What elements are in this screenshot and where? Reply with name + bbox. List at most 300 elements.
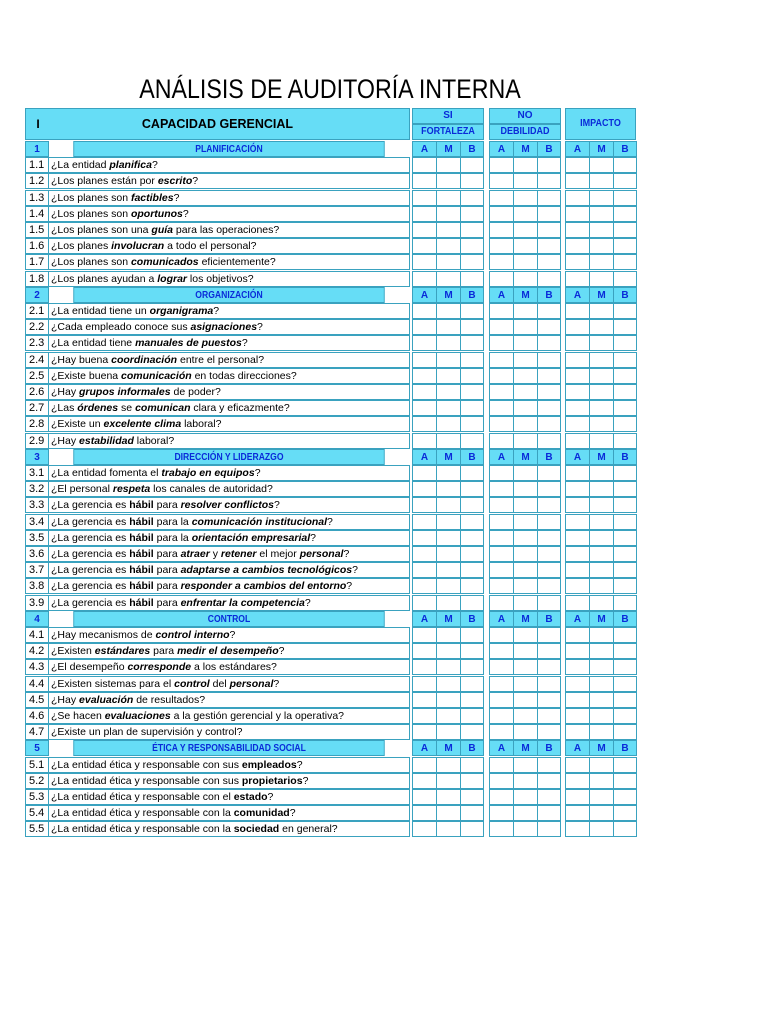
rating-cell-fortaleza-m[interactable] [436, 254, 461, 270]
rating-cell-debilidad-a[interactable] [489, 433, 514, 449]
rating-cell-fortaleza-a[interactable] [412, 724, 437, 740]
rating-cell-impacto-m[interactable] [589, 335, 614, 351]
rating-cell-debilidad-a[interactable] [489, 692, 514, 708]
rating-cell-fortaleza-m[interactable] [436, 708, 461, 724]
rating-cell-impacto-a[interactable] [565, 562, 590, 578]
rating-cell-debilidad-b[interactable] [537, 757, 561, 773]
rating-cell-impacto-m[interactable] [589, 271, 614, 287]
rating-cell-debilidad-b[interactable] [537, 433, 561, 449]
rating-cell-debilidad-b[interactable] [537, 481, 561, 497]
rating-cell-debilidad-b[interactable] [537, 157, 561, 173]
rating-cell-impacto-b[interactable] [613, 724, 637, 740]
rating-cell-impacto-a[interactable] [565, 254, 590, 270]
rating-cell-fortaleza-b[interactable] [460, 676, 484, 692]
rating-cell-debilidad-a[interactable] [489, 773, 514, 789]
rating-cell-fortaleza-b[interactable] [460, 190, 484, 206]
rating-cell-impacto-m[interactable] [589, 643, 614, 659]
rating-cell-fortaleza-a[interactable] [412, 643, 437, 659]
rating-cell-debilidad-a[interactable] [489, 676, 514, 692]
rating-cell-impacto-a[interactable] [565, 238, 590, 254]
rating-cell-impacto-m[interactable] [589, 530, 614, 546]
rating-cell-debilidad-m[interactable] [513, 773, 538, 789]
rating-cell-impacto-b[interactable] [613, 416, 637, 432]
rating-cell-impacto-m[interactable] [589, 319, 614, 335]
rating-cell-debilidad-a[interactable] [489, 497, 514, 513]
rating-cell-fortaleza-b[interactable] [460, 433, 484, 449]
rating-cell-fortaleza-m[interactable] [436, 514, 461, 530]
rating-cell-impacto-a[interactable] [565, 627, 590, 643]
rating-cell-debilidad-b[interactable] [537, 303, 561, 319]
rating-cell-fortaleza-b[interactable] [460, 627, 484, 643]
rating-cell-fortaleza-b[interactable] [460, 659, 484, 675]
rating-cell-impacto-b[interactable] [613, 514, 637, 530]
rating-cell-fortaleza-b[interactable] [460, 303, 484, 319]
rating-cell-debilidad-b[interactable] [537, 238, 561, 254]
rating-cell-debilidad-m[interactable] [513, 676, 538, 692]
rating-cell-fortaleza-m[interactable] [436, 659, 461, 675]
rating-cell-debilidad-b[interactable] [537, 465, 561, 481]
rating-cell-debilidad-a[interactable] [489, 595, 514, 611]
rating-cell-impacto-a[interactable] [565, 481, 590, 497]
rating-cell-impacto-b[interactable] [613, 319, 637, 335]
rating-cell-debilidad-m[interactable] [513, 821, 538, 837]
rating-cell-debilidad-a[interactable] [489, 724, 514, 740]
rating-cell-fortaleza-b[interactable] [460, 757, 484, 773]
rating-cell-fortaleza-m[interactable] [436, 578, 461, 594]
rating-cell-fortaleza-a[interactable] [412, 303, 437, 319]
rating-cell-impacto-b[interactable] [613, 335, 637, 351]
rating-cell-debilidad-m[interactable] [513, 303, 538, 319]
rating-cell-impacto-m[interactable] [589, 238, 614, 254]
rating-cell-fortaleza-m[interactable] [436, 481, 461, 497]
rating-cell-debilidad-b[interactable] [537, 821, 561, 837]
rating-cell-fortaleza-m[interactable] [436, 384, 461, 400]
rating-cell-debilidad-a[interactable] [489, 319, 514, 335]
rating-cell-impacto-b[interactable] [613, 692, 637, 708]
rating-cell-impacto-a[interactable] [565, 724, 590, 740]
rating-cell-debilidad-a[interactable] [489, 254, 514, 270]
rating-cell-impacto-m[interactable] [589, 773, 614, 789]
rating-cell-debilidad-a[interactable] [489, 206, 514, 222]
rating-cell-fortaleza-m[interactable] [436, 773, 461, 789]
rating-cell-fortaleza-a[interactable] [412, 659, 437, 675]
rating-cell-debilidad-b[interactable] [537, 530, 561, 546]
rating-cell-debilidad-a[interactable] [489, 530, 514, 546]
rating-cell-fortaleza-b[interactable] [460, 805, 484, 821]
rating-cell-debilidad-a[interactable] [489, 384, 514, 400]
rating-cell-debilidad-a[interactable] [489, 514, 514, 530]
rating-cell-debilidad-m[interactable] [513, 546, 538, 562]
rating-cell-fortaleza-b[interactable] [460, 497, 484, 513]
rating-cell-fortaleza-m[interactable] [436, 157, 461, 173]
rating-cell-fortaleza-m[interactable] [436, 562, 461, 578]
rating-cell-debilidad-m[interactable] [513, 481, 538, 497]
rating-cell-fortaleza-a[interactable] [412, 514, 437, 530]
rating-cell-impacto-m[interactable] [589, 514, 614, 530]
rating-cell-fortaleza-a[interactable] [412, 238, 437, 254]
rating-cell-fortaleza-b[interactable] [460, 595, 484, 611]
rating-cell-debilidad-b[interactable] [537, 173, 561, 189]
rating-cell-impacto-m[interactable] [589, 708, 614, 724]
rating-cell-fortaleza-b[interactable] [460, 643, 484, 659]
rating-cell-fortaleza-b[interactable] [460, 789, 484, 805]
rating-cell-impacto-a[interactable] [565, 206, 590, 222]
rating-cell-fortaleza-m[interactable] [436, 789, 461, 805]
rating-cell-impacto-b[interactable] [613, 238, 637, 254]
rating-cell-fortaleza-m[interactable] [436, 627, 461, 643]
rating-cell-impacto-b[interactable] [613, 805, 637, 821]
rating-cell-impacto-b[interactable] [613, 352, 637, 368]
rating-cell-fortaleza-a[interactable] [412, 254, 437, 270]
rating-cell-impacto-a[interactable] [565, 319, 590, 335]
rating-cell-fortaleza-a[interactable] [412, 789, 437, 805]
rating-cell-fortaleza-a[interactable] [412, 546, 437, 562]
rating-cell-fortaleza-b[interactable] [460, 708, 484, 724]
rating-cell-impacto-m[interactable] [589, 206, 614, 222]
rating-cell-debilidad-b[interactable] [537, 724, 561, 740]
rating-cell-impacto-m[interactable] [589, 400, 614, 416]
rating-cell-fortaleza-m[interactable] [436, 173, 461, 189]
rating-cell-impacto-a[interactable] [565, 805, 590, 821]
rating-cell-fortaleza-b[interactable] [460, 352, 484, 368]
rating-cell-fortaleza-b[interactable] [460, 692, 484, 708]
rating-cell-debilidad-b[interactable] [537, 643, 561, 659]
rating-cell-debilidad-m[interactable] [513, 433, 538, 449]
rating-cell-fortaleza-a[interactable] [412, 530, 437, 546]
rating-cell-debilidad-a[interactable] [489, 708, 514, 724]
rating-cell-impacto-a[interactable] [565, 595, 590, 611]
rating-cell-impacto-m[interactable] [589, 578, 614, 594]
rating-cell-fortaleza-b[interactable] [460, 514, 484, 530]
rating-cell-impacto-a[interactable] [565, 271, 590, 287]
rating-cell-debilidad-a[interactable] [489, 562, 514, 578]
rating-cell-fortaleza-a[interactable] [412, 352, 437, 368]
rating-cell-debilidad-m[interactable] [513, 271, 538, 287]
rating-cell-impacto-b[interactable] [613, 271, 637, 287]
rating-cell-debilidad-m[interactable] [513, 757, 538, 773]
rating-cell-impacto-a[interactable] [565, 400, 590, 416]
rating-cell-impacto-m[interactable] [589, 368, 614, 384]
rating-cell-impacto-m[interactable] [589, 757, 614, 773]
rating-cell-impacto-m[interactable] [589, 562, 614, 578]
rating-cell-debilidad-a[interactable] [489, 659, 514, 675]
rating-cell-debilidad-m[interactable] [513, 416, 538, 432]
rating-cell-fortaleza-a[interactable] [412, 384, 437, 400]
rating-cell-fortaleza-b[interactable] [460, 335, 484, 351]
rating-cell-fortaleza-m[interactable] [436, 303, 461, 319]
rating-cell-debilidad-m[interactable] [513, 708, 538, 724]
rating-cell-fortaleza-a[interactable] [412, 757, 437, 773]
rating-cell-impacto-a[interactable] [565, 546, 590, 562]
rating-cell-debilidad-a[interactable] [489, 368, 514, 384]
rating-cell-fortaleza-a[interactable] [412, 157, 437, 173]
rating-cell-impacto-b[interactable] [613, 757, 637, 773]
rating-cell-fortaleza-m[interactable] [436, 416, 461, 432]
rating-cell-debilidad-b[interactable] [537, 384, 561, 400]
rating-cell-impacto-b[interactable] [613, 676, 637, 692]
rating-cell-impacto-m[interactable] [589, 173, 614, 189]
rating-cell-fortaleza-b[interactable] [460, 773, 484, 789]
rating-cell-debilidad-m[interactable] [513, 352, 538, 368]
rating-cell-fortaleza-b[interactable] [460, 222, 484, 238]
rating-cell-fortaleza-m[interactable] [436, 190, 461, 206]
rating-cell-debilidad-a[interactable] [489, 578, 514, 594]
rating-cell-impacto-b[interactable] [613, 222, 637, 238]
rating-cell-debilidad-b[interactable] [537, 627, 561, 643]
rating-cell-fortaleza-m[interactable] [436, 465, 461, 481]
rating-cell-debilidad-m[interactable] [513, 724, 538, 740]
rating-cell-fortaleza-b[interactable] [460, 384, 484, 400]
rating-cell-impacto-b[interactable] [613, 627, 637, 643]
rating-cell-impacto-m[interactable] [589, 222, 614, 238]
rating-cell-debilidad-m[interactable] [513, 222, 538, 238]
rating-cell-debilidad-a[interactable] [489, 190, 514, 206]
rating-cell-debilidad-m[interactable] [513, 514, 538, 530]
rating-cell-debilidad-m[interactable] [513, 578, 538, 594]
rating-cell-debilidad-b[interactable] [537, 271, 561, 287]
rating-cell-impacto-m[interactable] [589, 595, 614, 611]
rating-cell-impacto-a[interactable] [565, 335, 590, 351]
rating-cell-impacto-a[interactable] [565, 352, 590, 368]
rating-cell-debilidad-m[interactable] [513, 335, 538, 351]
rating-cell-debilidad-a[interactable] [489, 805, 514, 821]
rating-cell-impacto-m[interactable] [589, 352, 614, 368]
rating-cell-impacto-b[interactable] [613, 659, 637, 675]
rating-cell-impacto-a[interactable] [565, 514, 590, 530]
rating-cell-fortaleza-b[interactable] [460, 319, 484, 335]
rating-cell-impacto-m[interactable] [589, 416, 614, 432]
rating-cell-impacto-b[interactable] [613, 595, 637, 611]
rating-cell-debilidad-a[interactable] [489, 335, 514, 351]
rating-cell-fortaleza-m[interactable] [436, 238, 461, 254]
rating-cell-fortaleza-a[interactable] [412, 271, 437, 287]
rating-cell-impacto-m[interactable] [589, 627, 614, 643]
rating-cell-impacto-b[interactable] [613, 773, 637, 789]
rating-cell-fortaleza-a[interactable] [412, 821, 437, 837]
rating-cell-fortaleza-a[interactable] [412, 708, 437, 724]
rating-cell-impacto-b[interactable] [613, 368, 637, 384]
rating-cell-impacto-m[interactable] [589, 190, 614, 206]
rating-cell-impacto-b[interactable] [613, 562, 637, 578]
rating-cell-fortaleza-a[interactable] [412, 335, 437, 351]
rating-cell-impacto-a[interactable] [565, 465, 590, 481]
rating-cell-debilidad-b[interactable] [537, 659, 561, 675]
rating-cell-debilidad-m[interactable] [513, 789, 538, 805]
rating-cell-debilidad-m[interactable] [513, 157, 538, 173]
rating-cell-debilidad-m[interactable] [513, 692, 538, 708]
rating-cell-debilidad-b[interactable] [537, 708, 561, 724]
rating-cell-fortaleza-a[interactable] [412, 481, 437, 497]
rating-cell-debilidad-a[interactable] [489, 222, 514, 238]
rating-cell-debilidad-m[interactable] [513, 659, 538, 675]
rating-cell-fortaleza-a[interactable] [412, 595, 437, 611]
rating-cell-debilidad-b[interactable] [537, 562, 561, 578]
rating-cell-impacto-b[interactable] [613, 400, 637, 416]
rating-cell-impacto-b[interactable] [613, 465, 637, 481]
rating-cell-debilidad-m[interactable] [513, 643, 538, 659]
rating-cell-fortaleza-m[interactable] [436, 692, 461, 708]
rating-cell-fortaleza-a[interactable] [412, 578, 437, 594]
rating-cell-fortaleza-a[interactable] [412, 190, 437, 206]
rating-cell-impacto-b[interactable] [613, 303, 637, 319]
rating-cell-impacto-a[interactable] [565, 578, 590, 594]
rating-cell-impacto-b[interactable] [613, 497, 637, 513]
rating-cell-impacto-m[interactable] [589, 433, 614, 449]
rating-cell-debilidad-a[interactable] [489, 546, 514, 562]
rating-cell-fortaleza-m[interactable] [436, 805, 461, 821]
rating-cell-impacto-b[interactable] [613, 190, 637, 206]
rating-cell-debilidad-a[interactable] [489, 821, 514, 837]
rating-cell-debilidad-b[interactable] [537, 319, 561, 335]
rating-cell-impacto-m[interactable] [589, 805, 614, 821]
rating-cell-debilidad-b[interactable] [537, 352, 561, 368]
rating-cell-fortaleza-m[interactable] [436, 724, 461, 740]
rating-cell-debilidad-b[interactable] [537, 368, 561, 384]
rating-cell-fortaleza-a[interactable] [412, 692, 437, 708]
rating-cell-impacto-m[interactable] [589, 157, 614, 173]
rating-cell-impacto-b[interactable] [613, 708, 637, 724]
rating-cell-impacto-a[interactable] [565, 368, 590, 384]
rating-cell-debilidad-m[interactable] [513, 400, 538, 416]
rating-cell-debilidad-b[interactable] [537, 692, 561, 708]
rating-cell-impacto-m[interactable] [589, 465, 614, 481]
rating-cell-fortaleza-m[interactable] [436, 595, 461, 611]
rating-cell-debilidad-m[interactable] [513, 595, 538, 611]
rating-cell-impacto-m[interactable] [589, 546, 614, 562]
rating-cell-impacto-a[interactable] [565, 757, 590, 773]
rating-cell-fortaleza-m[interactable] [436, 821, 461, 837]
rating-cell-impacto-a[interactable] [565, 643, 590, 659]
rating-cell-fortaleza-b[interactable] [460, 821, 484, 837]
rating-cell-impacto-a[interactable] [565, 173, 590, 189]
rating-cell-debilidad-a[interactable] [489, 303, 514, 319]
rating-cell-fortaleza-m[interactable] [436, 352, 461, 368]
rating-cell-impacto-m[interactable] [589, 497, 614, 513]
rating-cell-fortaleza-a[interactable] [412, 173, 437, 189]
rating-cell-debilidad-m[interactable] [513, 190, 538, 206]
rating-cell-fortaleza-b[interactable] [460, 400, 484, 416]
rating-cell-fortaleza-b[interactable] [460, 254, 484, 270]
rating-cell-impacto-m[interactable] [589, 303, 614, 319]
rating-cell-debilidad-b[interactable] [537, 578, 561, 594]
rating-cell-fortaleza-b[interactable] [460, 724, 484, 740]
rating-cell-fortaleza-a[interactable] [412, 562, 437, 578]
rating-cell-debilidad-a[interactable] [489, 157, 514, 173]
rating-cell-impacto-b[interactable] [613, 433, 637, 449]
rating-cell-fortaleza-b[interactable] [460, 562, 484, 578]
rating-cell-fortaleza-b[interactable] [460, 173, 484, 189]
rating-cell-debilidad-m[interactable] [513, 254, 538, 270]
rating-cell-debilidad-a[interactable] [489, 400, 514, 416]
rating-cell-debilidad-m[interactable] [513, 530, 538, 546]
rating-cell-debilidad-a[interactable] [489, 271, 514, 287]
rating-cell-fortaleza-a[interactable] [412, 676, 437, 692]
rating-cell-debilidad-b[interactable] [537, 222, 561, 238]
rating-cell-impacto-a[interactable] [565, 530, 590, 546]
rating-cell-debilidad-b[interactable] [537, 514, 561, 530]
rating-cell-impacto-a[interactable] [565, 789, 590, 805]
rating-cell-impacto-b[interactable] [613, 789, 637, 805]
rating-cell-impacto-b[interactable] [613, 578, 637, 594]
rating-cell-debilidad-b[interactable] [537, 206, 561, 222]
rating-cell-fortaleza-b[interactable] [460, 157, 484, 173]
rating-cell-impacto-b[interactable] [613, 384, 637, 400]
rating-cell-debilidad-a[interactable] [489, 416, 514, 432]
rating-cell-impacto-m[interactable] [589, 659, 614, 675]
rating-cell-fortaleza-m[interactable] [436, 676, 461, 692]
rating-cell-impacto-a[interactable] [565, 433, 590, 449]
rating-cell-impacto-a[interactable] [565, 708, 590, 724]
rating-cell-impacto-a[interactable] [565, 157, 590, 173]
rating-cell-debilidad-b[interactable] [537, 416, 561, 432]
rating-cell-fortaleza-a[interactable] [412, 416, 437, 432]
rating-cell-impacto-m[interactable] [589, 724, 614, 740]
rating-cell-impacto-b[interactable] [613, 643, 637, 659]
rating-cell-debilidad-b[interactable] [537, 789, 561, 805]
rating-cell-fortaleza-b[interactable] [460, 546, 484, 562]
rating-cell-debilidad-a[interactable] [489, 643, 514, 659]
rating-cell-fortaleza-b[interactable] [460, 238, 484, 254]
rating-cell-impacto-b[interactable] [613, 481, 637, 497]
rating-cell-debilidad-a[interactable] [489, 627, 514, 643]
rating-cell-impacto-m[interactable] [589, 254, 614, 270]
rating-cell-fortaleza-a[interactable] [412, 400, 437, 416]
rating-cell-debilidad-m[interactable] [513, 465, 538, 481]
rating-cell-fortaleza-b[interactable] [460, 530, 484, 546]
rating-cell-debilidad-a[interactable] [489, 352, 514, 368]
rating-cell-impacto-a[interactable] [565, 190, 590, 206]
rating-cell-impacto-a[interactable] [565, 692, 590, 708]
rating-cell-fortaleza-b[interactable] [460, 578, 484, 594]
rating-cell-debilidad-m[interactable] [513, 238, 538, 254]
rating-cell-impacto-a[interactable] [565, 303, 590, 319]
rating-cell-fortaleza-b[interactable] [460, 368, 484, 384]
rating-cell-fortaleza-b[interactable] [460, 465, 484, 481]
rating-cell-impacto-a[interactable] [565, 676, 590, 692]
rating-cell-fortaleza-m[interactable] [436, 400, 461, 416]
rating-cell-impacto-m[interactable] [589, 789, 614, 805]
rating-cell-impacto-a[interactable] [565, 497, 590, 513]
rating-cell-fortaleza-a[interactable] [412, 773, 437, 789]
rating-cell-debilidad-b[interactable] [537, 400, 561, 416]
rating-cell-impacto-b[interactable] [613, 546, 637, 562]
rating-cell-impacto-b[interactable] [613, 206, 637, 222]
rating-cell-impacto-b[interactable] [613, 530, 637, 546]
rating-cell-debilidad-a[interactable] [489, 465, 514, 481]
rating-cell-debilidad-b[interactable] [537, 335, 561, 351]
rating-cell-debilidad-b[interactable] [537, 595, 561, 611]
rating-cell-fortaleza-m[interactable] [436, 335, 461, 351]
rating-cell-debilidad-b[interactable] [537, 254, 561, 270]
rating-cell-debilidad-m[interactable] [513, 627, 538, 643]
rating-cell-impacto-m[interactable] [589, 384, 614, 400]
rating-cell-impacto-a[interactable] [565, 821, 590, 837]
rating-cell-fortaleza-b[interactable] [460, 206, 484, 222]
rating-cell-fortaleza-a[interactable] [412, 627, 437, 643]
rating-cell-fortaleza-m[interactable] [436, 497, 461, 513]
rating-cell-debilidad-m[interactable] [513, 206, 538, 222]
rating-cell-impacto-m[interactable] [589, 821, 614, 837]
rating-cell-fortaleza-m[interactable] [436, 546, 461, 562]
rating-cell-fortaleza-m[interactable] [436, 643, 461, 659]
rating-cell-fortaleza-a[interactable] [412, 465, 437, 481]
rating-cell-debilidad-b[interactable] [537, 805, 561, 821]
rating-cell-debilidad-m[interactable] [513, 562, 538, 578]
rating-cell-fortaleza-a[interactable] [412, 805, 437, 821]
rating-cell-debilidad-b[interactable] [537, 190, 561, 206]
rating-cell-debilidad-b[interactable] [537, 546, 561, 562]
rating-cell-fortaleza-a[interactable] [412, 222, 437, 238]
